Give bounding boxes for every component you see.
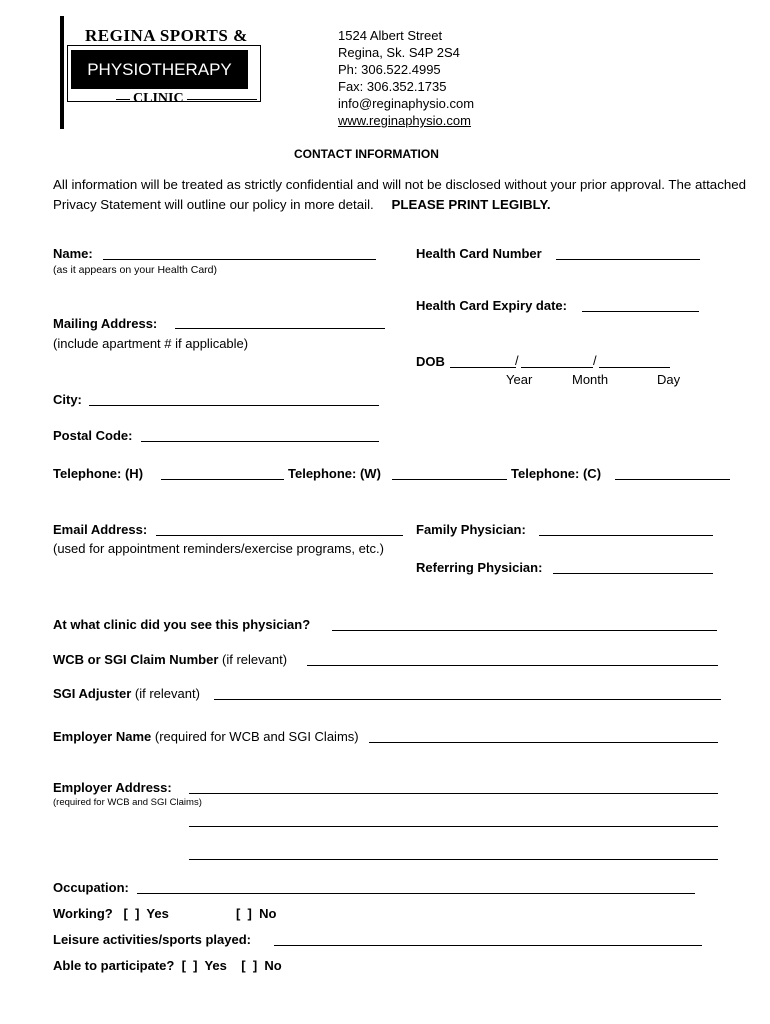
- mailing-address-label: Mailing Address:: [53, 316, 158, 331]
- city-input[interactable]: [89, 405, 379, 406]
- name-input[interactable]: [103, 259, 376, 260]
- clinic-question-input[interactable]: [332, 630, 717, 631]
- logo-line2: PHYSIOTHERAPY: [71, 50, 248, 89]
- postal-code-label: Postal Code:: [53, 428, 133, 443]
- sgi-adjuster-input[interactable]: [214, 699, 721, 700]
- sgi-adjuster-label: SGI Adjuster (if relevant): [53, 686, 200, 701]
- email-input[interactable]: [156, 535, 403, 536]
- health-expiry-label: Health Card Expiry date:: [416, 298, 567, 313]
- wcb-claim-label: WCB or SGI Claim Number (if relevant): [53, 652, 288, 667]
- logo-bar: [60, 16, 64, 129]
- able-to-participate-checkboxes[interactable]: Able to participate? [ ] Yes [ ] No: [53, 958, 282, 973]
- telephone-home-input[interactable]: [161, 479, 284, 480]
- referring-physician-label: Referring Physician:: [416, 560, 543, 575]
- dob-day-input[interactable]: [599, 367, 670, 368]
- leisure-input[interactable]: [274, 945, 702, 946]
- health-expiry-input[interactable]: [582, 311, 699, 312]
- logo-line1: REGINA SPORTS &: [85, 26, 248, 45]
- address-website[interactable]: www.reginaphysio.com: [338, 113, 471, 128]
- working-yes-checkbox[interactable]: Working? [ ] Yes: [53, 906, 169, 921]
- employer-address-input-1[interactable]: [189, 793, 718, 794]
- page-title: CONTACT INFORMATION: [294, 147, 439, 161]
- telephone-home-label: Telephone: (H): [53, 466, 144, 481]
- email-note: (used for appointment reminders/exercise programs, etc.): [53, 541, 384, 556]
- address-email[interactable]: info@reginaphysio.com: [338, 96, 475, 111]
- clinic-question-label: At what clinic did you see this physician?: [53, 617, 311, 632]
- address-street: 1524 Albert Street: [338, 28, 443, 43]
- employer-name-label: Employer Name (required for WCB and SGI Claims): [53, 729, 359, 744]
- telephone-work-input[interactable]: [392, 479, 507, 480]
- address-city: Regina, Sk. S4P 2S4: [338, 45, 460, 60]
- working-no-checkbox[interactable]: [ ] No: [236, 906, 277, 921]
- dob-month-input[interactable]: [521, 367, 593, 368]
- employer-address-input-2[interactable]: [189, 826, 718, 827]
- city-label: City:: [53, 392, 82, 407]
- name-label: Name:: [53, 246, 93, 261]
- occupation-input[interactable]: [137, 893, 695, 894]
- family-physician-label: Family Physician:: [416, 522, 526, 537]
- employer-address-label: Employer Address:: [53, 780, 172, 795]
- telephone-cell-input[interactable]: [615, 479, 730, 480]
- dob-day-caption: Day: [657, 372, 681, 387]
- mailing-address-note: (include apartment # if applicable): [53, 336, 249, 351]
- occupation-label: Occupation:: [53, 880, 129, 895]
- mailing-address-input[interactable]: [175, 328, 385, 329]
- logo-line3: CLINIC: [133, 91, 184, 106]
- employer-address-note: (required for WCB and SGI Claims): [53, 797, 202, 808]
- address-phone: Ph: 306.522.4995: [338, 62, 441, 77]
- health-card-label: Health Card Number: [416, 246, 542, 261]
- health-card-input[interactable]: [556, 259, 700, 260]
- employer-name-input[interactable]: [369, 742, 718, 743]
- telephone-work-label: Telephone: (W): [288, 466, 381, 481]
- dob-label: DOB: [416, 354, 445, 369]
- family-physician-input[interactable]: [539, 535, 713, 536]
- name-note: (as it appears on your Health Card): [53, 264, 217, 276]
- intro-line2: Privacy Statement will outline our policy in more detail.: [53, 197, 374, 212]
- address-fax: Fax: 306.352.1735: [338, 79, 447, 94]
- telephone-cell-label: Telephone: (C): [511, 466, 602, 481]
- clinic-address: [338, 27, 474, 129]
- intro-emphasis: PLEASE PRINT LEGIBLY.: [391, 197, 551, 212]
- dob-year-input[interactable]: [450, 367, 516, 368]
- leisure-label: Leisure activities/sports played:: [53, 932, 251, 947]
- email-label: Email Address:: [53, 522, 148, 537]
- employer-address-input-3[interactable]: [189, 859, 718, 860]
- dob-slash-2: /: [593, 353, 597, 368]
- referring-physician-input[interactable]: [553, 573, 713, 574]
- dob-slash-1: /: [515, 353, 519, 368]
- logo-clinic-row: [116, 91, 257, 107]
- intro-line1: All information will be treated as strictly confidential and will not be disclosed without your prior approval. The attached: [53, 177, 747, 192]
- postal-code-input[interactable]: [141, 441, 379, 442]
- wcb-claim-input[interactable]: [307, 665, 718, 666]
- dob-month-caption: Month: [572, 372, 609, 387]
- dob-year-caption: Year: [506, 372, 533, 387]
